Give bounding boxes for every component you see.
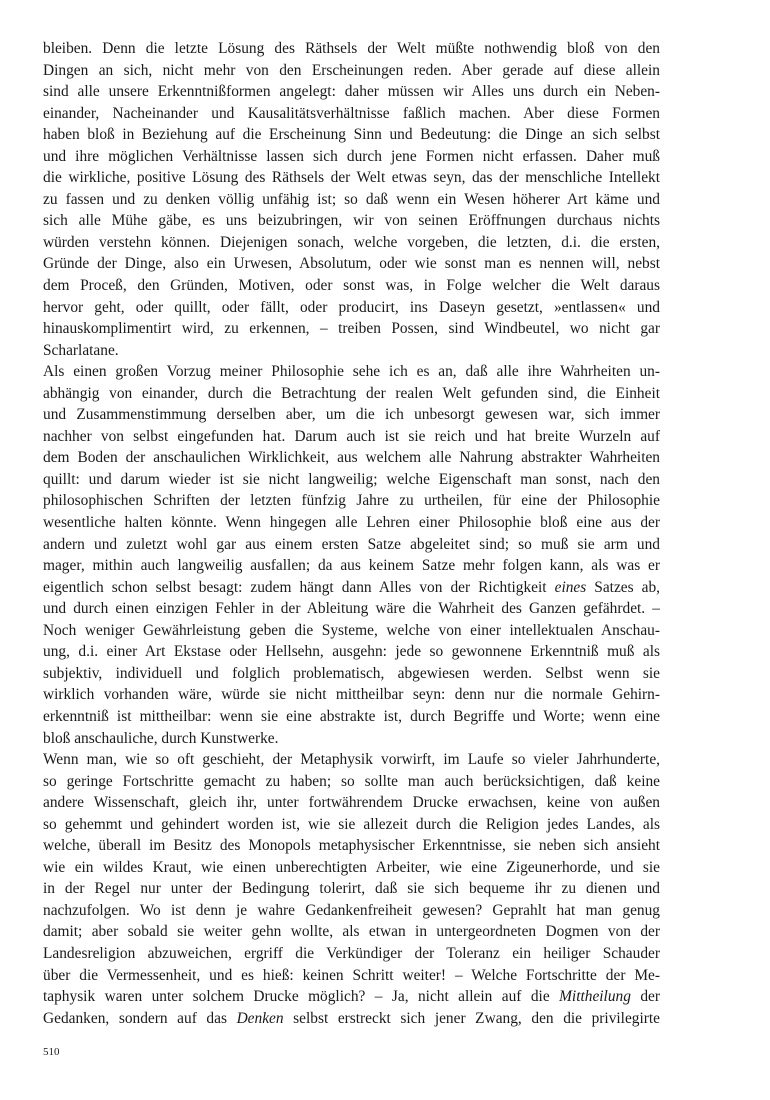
- emphasized-word: eines: [554, 578, 587, 596]
- text-line: sind alle unsere Erkenntnißformen angelegt: daher müssen wir Alles uns durch ein Neben-: [43, 83, 660, 101]
- paragraph-3: [43, 749, 660, 1029]
- page-number: 510: [43, 1046, 60, 1058]
- text-line: quillt: und darum wieder ist sie nicht langweilig; welche Eigenschaft man sonst, nach den: [43, 470, 660, 488]
- text-line: über die Vermessenheit, und es hieß: keinen Schritt weiter! – Welche Fortschritte der Me-: [43, 966, 660, 984]
- text-line: Gründe der Dinge, also ein Urwesen, Absolutum, oder wie sonst man es nennen will, nebst: [43, 255, 660, 273]
- paragraph-2: [43, 361, 660, 749]
- text-line: Noch weniger Gewährleistung geben die Systeme, welche von einer intellektualen Anschau-: [43, 621, 660, 639]
- text-line: so geringe Fortschritte gemacht zu haben; so sollte man auch berücksichtigen, daß keine: [43, 772, 660, 790]
- text-line: so gehemmt und gehindert worden ist, wie sie allezeit durch die Religion jedes Landes, als: [43, 815, 660, 833]
- text-line: Wenn man, wie so oft geschieht, der Metaphysik vorwirft, im Laufe so vieler Jahrhunderte,: [43, 751, 660, 769]
- text-line: haben bloß in Beziehung auf die Erscheinung Sinn und Bedeutung: die Dinge an sich selbst: [43, 126, 660, 144]
- text-line: dem Proceß, den Gründen, Motiven, oder sonst was, in Folge welcher die Welt daraus: [43, 277, 660, 295]
- text-line: hinauskomplimentirt wird, zu erkennen, – treiben Possen, sind Windbeutel, wo nicht gar: [43, 320, 660, 338]
- text-line: hervor geht, oder quillt, oder fällt, oder producirt, ins Daseyn gesetzt, »entlassen« und: [43, 298, 660, 316]
- text-line: ung, d.i. einer Art Ekstase oder Hellsehn, ausgehn: jede so gewonnene Erkenntniß muß als: [43, 643, 660, 661]
- text-line: wesentliche halten könnte. Wenn hingegen alle Lehren einer Philosophie bloß eine aus der: [43, 514, 660, 532]
- text-line: erkenntniß ist mittheilbar: wenn sie eine abstrakte ist, durch Begriffe und Worte; wenn eine: [43, 707, 660, 725]
- text-line: sich alle Mühe gäbe, es uns beizubringen, wir von seinen Eröffnungen durchaus nichts: [43, 212, 660, 230]
- text-line: und ihre möglichen Verhältnisse lassen sich durch jene Formen nicht erfassen. Daher muß: [43, 147, 660, 165]
- text-line: philosophischen Schriften der letzten fünfzig Jahre zu urtheilen, für eine der Philosophie: [43, 492, 660, 510]
- text-line: bleiben. Denn die letzte Lösung des Räthsels der Welt müßte nothwendig bloß von den: [43, 40, 660, 57]
- text-line: damit; aber sobald sie weiter gehn wollte, als etwan in untergeordneten Dogmen von der: [43, 923, 660, 941]
- text-line: und durch einen einzigen Fehler in der Ableitung wäre die Wahrheit des Ganzen gefährdet. –: [43, 600, 660, 618]
- emphasized-word: Denken: [236, 1009, 284, 1027]
- text-line: andere Wissenschaft, gleich ihr, unter fortwährendem Drucke erwachsen, keine von außen: [43, 794, 660, 812]
- page-body: [43, 38, 660, 1029]
- text-line: würden verstehn können. Diejenigen sonach, welche vorgeben, die letzten, d.i. die ersten,: [43, 233, 660, 251]
- text-line: subjektiv, individuell und folglich problematisch, abgewiesen werden. Selbst wenn sie: [43, 664, 660, 682]
- paragraph-1: [43, 38, 660, 361]
- text-line: Dingen an sich, nicht mehr von den Erscheinungen reden. Aber gerade auf diese allein: [43, 61, 660, 79]
- text-line: abhängig von einander, durch die Betrachtung der realen Welt gefunden sind, die Einheit: [43, 384, 660, 402]
- text-line: Als einen großen Vorzug meiner Philosophie sehe ich es an, daß alle ihre Wahrheiten un-: [43, 363, 660, 381]
- text-line: bloß anschauliche, durch Kunstwerke.: [43, 729, 279, 747]
- emphasized-word: Mittheilung: [559, 988, 631, 1006]
- text-line: und Zusammenstimmung derselben aber, um die ich unbesorgt gewesen war, sich immer: [43, 406, 660, 424]
- text-line: taphysik waren unter solchem Drucke möglich? – Ja, nicht allein auf die Mittheilung der: [43, 988, 660, 1006]
- text-line: in der Regel nur unter der Bedingung tolerirt, daß sie sich bequeme ihr zu dienen und: [43, 880, 660, 898]
- text-line: eigentlich schon selbst besagt: zudem hängt dann Alles von der Richtigkeit eines Satzes ab,: [43, 578, 661, 596]
- text-line: einander, Nacheinander und Kausalitätsverhältnisse faßlich machen. Aber diese Formen: [43, 104, 660, 122]
- text-line: Landesreligion abzuweichen, ergriff die Verkündiger der Toleranz ein heiliger Schauder: [43, 944, 660, 962]
- text-line: andern und zuletzt wohl gar aus einem ersten Satze abgeleitet sind; so muß sie arm und: [43, 535, 660, 553]
- text-line: wirklich vorhanden wäre, würde sie nicht mittheilbar seyn: denn nur die normale Gehirn-: [43, 686, 660, 704]
- text-line: zu fassen und zu denken völlig unfähig ist; so daß wenn ein Wesen höherer Art käme und: [43, 190, 660, 208]
- text-line: welche, überall im Besitz des Monopols metaphysischer Erkenntnisse, sie neben sich ansieht: [43, 837, 660, 855]
- text-line: mager, mithin auch langweilig ausfallen; da aus keinem Satze mehr folgen kann, als was er: [43, 557, 660, 575]
- text-line: nachher von selbst eingefunden hat. Darum auch ist sie reich und hat breite Wurzeln auf: [43, 427, 660, 445]
- text-line: Scharlatane.: [43, 341, 119, 359]
- text-line: wie ein wildes Kraut, wie einen unberechtigten Arbeiter, wie eine Zigeunerhorde, und sie: [43, 858, 660, 876]
- text-line: Gedanken, sondern auf das Denken selbst erstreckt sich jener Zwang, den die privilegirte: [43, 1009, 660, 1027]
- text-line: dem Boden der anschaulichen Wirklichkeit, aus welchem alle Nahrung abstrakter Wahrheiten: [43, 449, 660, 467]
- text-line: die wirkliche, positive Lösung des Räthsels der Welt etwas seyn, das der menschliche Intellekt: [43, 169, 660, 187]
- text-line: nachzufolgen. Wo ist denn je wahre Gedankenfreiheit gewesen? Geprahlt hat man genug: [43, 901, 660, 919]
